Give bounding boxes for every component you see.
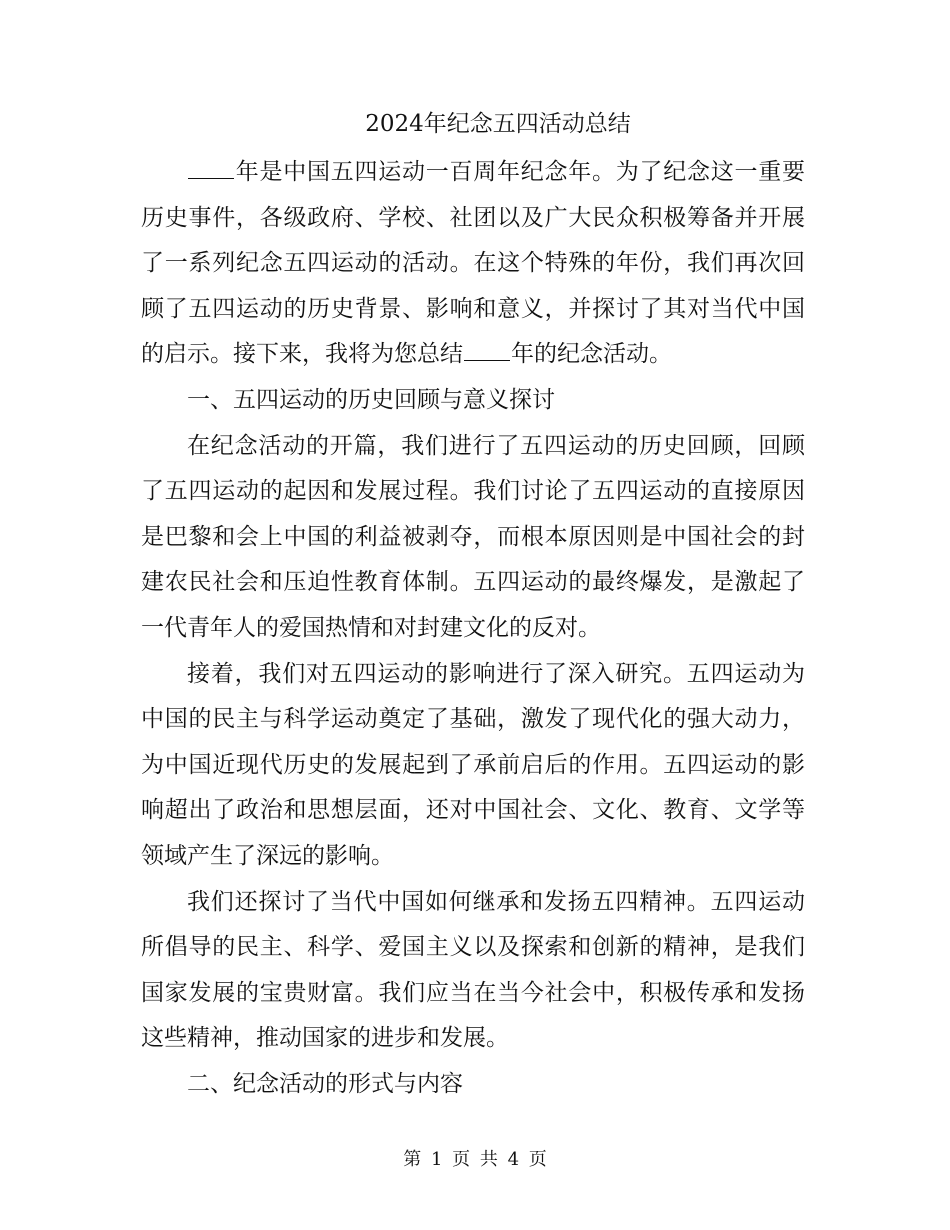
fill-in-blank — [464, 342, 510, 361]
section-heading-2: 二、纪念活动的形式与内容 — [187, 1070, 463, 1097]
body-paragraph: 在纪念活动的开篇，我们进行了五四运动的历史回顾，回顾了五四运动的起因和发展过程。我们讨论了五四运动的直接原因是巴黎和会上中国的利益被剥夺，而根本原因则是中国社会的封建农民社会和压迫性教育体制。五四运动的最终爆发，是激起了一代青年人的爱国热情和对封建文化的反对。 — [141, 432, 805, 641]
section-heading-1: 一、五四运动的历史回顾与意义探讨 — [187, 386, 555, 413]
page-footer: 第 1 页 共 4 页 — [403, 1149, 547, 1170]
intro-text-part-2: 年的纪念活动。 — [511, 341, 672, 368]
fill-in-blank — [188, 160, 234, 179]
document-body — [141, 150, 805, 1107]
body-paragraph: 我们还探讨了当代中国如何继承和发扬五四精神。五四运动所倡导的民主、科学、爱国主义以及探索和创新的精神，是我们国家发展的宝贵财富。我们应当在当今社会中，积极传承和发扬这些精神，推动国家的进步和发展。 — [141, 888, 805, 1052]
body-paragraph: 接着，我们对五四运动的影响进行了深入研究。五四运动为中国的民主与科学运动奠定了基础，激发了现代化的强大动力，为中国近现代历史的发展起到了承前启后的作用。五四运动的影响超出了政治和思想层面，还对中国社会、文化、教育、文学等领域产生了深远的影响。 — [141, 660, 805, 869]
intro-text-part-1: 年是中国五四运动一百周年纪念年。为了纪念这一重要历史事件，各级政府、学校、社团以及广大民众积极筹备并开展了一系列纪念五四运动的活动。在这个特殊的年份，我们再次回顾了五四运动的历史背景、影响和意义，并探讨了其对当代中国的启示。接下来，我将为您总结 — [141, 159, 805, 368]
document-title: 2024年纪念五四活动总结 — [365, 111, 631, 137]
intro-paragraph — [141, 150, 805, 378]
